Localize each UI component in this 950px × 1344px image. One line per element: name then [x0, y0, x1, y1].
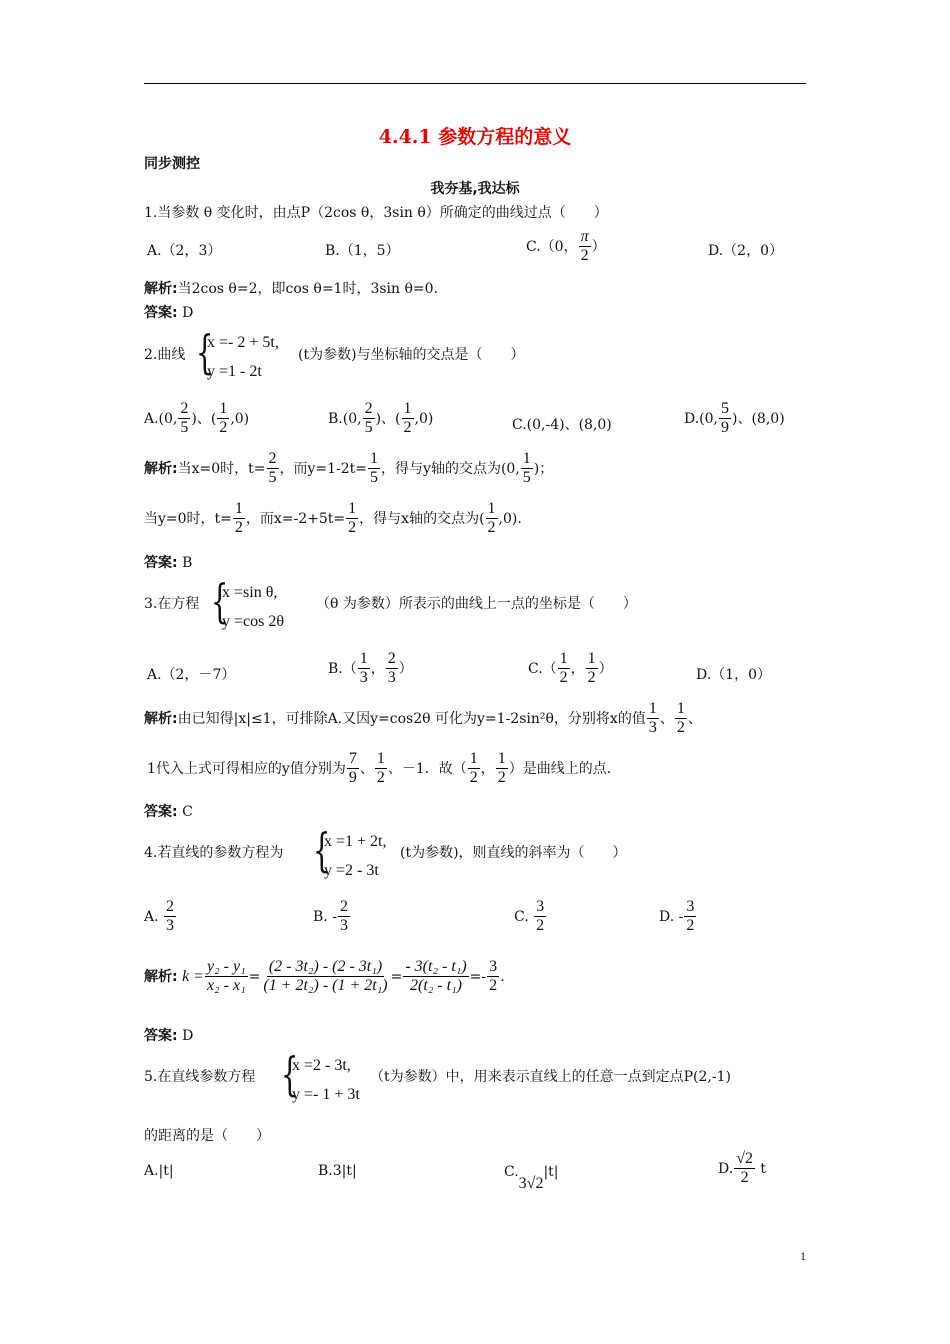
page-number: 1: [800, 1249, 806, 1263]
q2-eq2: y =1 - 2t: [207, 363, 262, 380]
q4-option-a: A. $\frac{2}{3}$: [144, 898, 175, 935]
q5-option-b: B.3|t|: [318, 1163, 357, 1179]
q4-solution: 解析: k = $\frac{\text{y₂ - y₁}}{\text{x₂ - x₁}}$ = $\frac{\text{(2 - 3t₂) - (2 - 3t₁)}}{\text{(1 + 2t₂) - (1 + 2t₁)}}$ = $\frac{\text{- 3(t₂ - t₁)}}{\text{2(t₂ - t₁)}}$ =- $\frac{3}{2}$ .: [144, 958, 505, 995]
q2-option-d: D.(0, $\frac{5}{9}$ )、(8,0): [684, 400, 785, 437]
q2-option-b: B.(0, $\frac{2}{5}$ )、( $\frac{1}{2}$ ,0): [328, 400, 434, 437]
q2-option-a: A.(0, $\frac{2}{5}$ )、( $\frac{1}{2}$ ,0): [144, 400, 250, 437]
q5-eq1: x =2 - 3t,: [292, 1057, 351, 1074]
q4-stem-prefix: 4.若直线的参数方程为: [144, 845, 284, 861]
q5-stem-suffix: （t为参数）中，用来表示直线上的任意一点到定点P(2,-1): [370, 1069, 731, 1085]
q2-option-c: C.(0,-4)、(8,0): [512, 417, 612, 433]
q4-eq2: y =2 - 3t: [324, 862, 379, 879]
q5-option-c: C.3√2|t|: [504, 1164, 559, 1192]
q4-stem-suffix: (t为参数)，则直线的斜率为（ ）: [400, 845, 627, 861]
q3-stem-suffix: （θ 为参数）所表示的曲线上一点的坐标是（ ）: [316, 596, 637, 612]
q3-solution-line1: 解析:由已知得|x|≤1，可排除A.又因y=cos2θ 可化为y=1-2sin²θ，分别将x的值 $\frac{1}{3}$ 、 $\frac{1}{2}$ 、: [144, 700, 702, 737]
q3-option-b: B.（ $\frac{1}{3}$ ， $\frac{2}{3}$ ）: [328, 650, 413, 687]
q1-answer: 答案: D: [144, 305, 194, 321]
q1-stem: 1.当参数 θ 变化时，由点P（2cos θ，3sin θ）所确定的曲线过点（ ）: [144, 205, 608, 221]
q1-option-d: D.（2，0）: [708, 243, 783, 259]
subsection-heading: 我夯基,我达标: [430, 181, 520, 197]
q3-stem-prefix: 3.在方程: [144, 596, 200, 612]
section-heading: 同步测控: [144, 156, 200, 172]
q5-stem-line2: 的距离的是（ ）: [144, 1128, 270, 1144]
q4-option-b: B. - $\frac{2}{3}$: [313, 898, 348, 935]
q4-option-c: C. $\frac{3}{2}$: [514, 898, 545, 935]
q4-option-d: D. - $\frac{3}{2}$: [659, 898, 695, 935]
q2-stem-prefix: 2.曲线: [144, 347, 186, 363]
q3-option-a: A.（2，－7）: [147, 667, 236, 683]
q2-solution-line2: 当y=0时，t= $\frac{1}{2}$ ，而x=-2+5t= $\frac{1}{2}$ ，得与x轴的交点为( $\frac{1}{2}$ ,0).: [144, 500, 522, 537]
q1-option-b: B.（1，5）: [325, 243, 400, 259]
q2-solution-line1: 解析:当x=0时，t= $\frac{2}{5}$ ，而y=1-2t= $\frac{1}{5}$ ，得与y轴的交点为(0, $\frac{1}{5}$ )；: [144, 450, 554, 487]
q3-solution-line2: 1代入上式可得相应的y值分别为 $\frac{7}{9}$ 、 $\frac{1}{2}$ 、－1．故（ $\frac{1}{2}$ ， $\frac{1}{2}$ ）是曲线上的点.: [147, 750, 612, 787]
header-rule: [144, 83, 806, 84]
q3-eq1: x =sin θ,: [222, 584, 278, 601]
q1-option-c: C.（0， $\frac{\pi}{2}$ ）: [526, 228, 606, 265]
q3-eq2: y =cos 2θ: [222, 613, 285, 630]
q1-solution: 解析:当2cos θ=2，即cos θ=1时，3sin θ=0.: [144, 281, 439, 297]
q2-stem-suffix: (t为参数)与坐标轴的交点是（ ）: [298, 347, 525, 363]
q2-answer: 答案: B: [144, 555, 193, 571]
q5-brace: {: [280, 1047, 299, 1101]
q4-brace: {: [312, 823, 331, 877]
page-title: 4.4.1 参数方程的意义: [378, 126, 572, 148]
q3-option-c: C.（ $\frac{1}{2}$ ， $\frac{1}{2}$ ）: [528, 650, 613, 687]
q3-answer: 答案: C: [144, 804, 193, 820]
q4-eq1: x =1 + 2t,: [324, 833, 387, 850]
q2-brace: {: [195, 325, 214, 379]
q3-option-d: D.（1，0）: [696, 667, 771, 683]
q2-eq1: x =- 2 + 5t,: [207, 334, 279, 351]
q5-eq2: y =- 1 + 3t: [292, 1086, 360, 1103]
q1-option-a: A.（2，3）: [147, 243, 222, 259]
q5-option-d: D. $\frac{√2}{2}$ t: [718, 1150, 767, 1187]
q5-option-a: A.|t|: [144, 1163, 174, 1179]
q3-brace: {: [210, 574, 229, 628]
q4-answer: 答案: D: [144, 1028, 194, 1044]
q5-stem-prefix: 5.在直线参数方程: [144, 1069, 256, 1085]
